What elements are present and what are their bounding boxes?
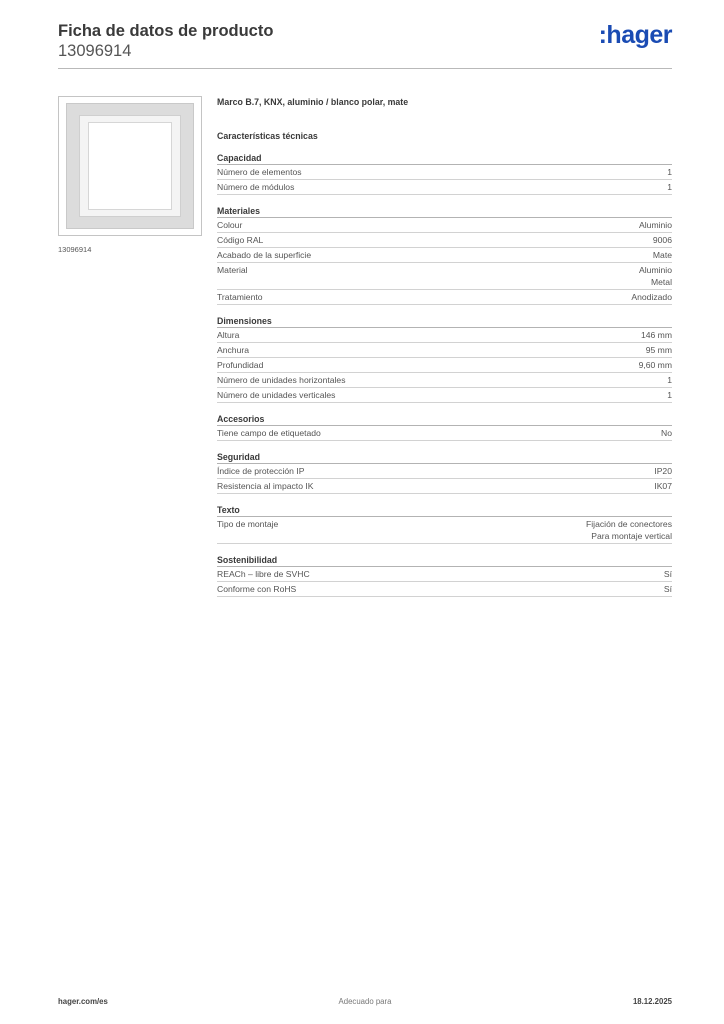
spec-group-title: Seguridad <box>217 451 672 464</box>
frame-inner-shape <box>79 115 181 217</box>
spec-row <box>217 567 672 582</box>
spec-value-line: Aluminio <box>639 220 672 230</box>
spec-label: Tratamiento <box>217 292 263 302</box>
spec-value <box>654 480 672 492</box>
spec-label: Anchura <box>217 345 250 355</box>
spec-value-line: 9006 <box>652 235 672 245</box>
spec-label: Resistencia al impacto IK <box>217 481 314 491</box>
spec-row <box>217 479 672 494</box>
spec-value <box>653 249 672 261</box>
spec-row <box>217 180 672 195</box>
spec-value-line: Aluminio <box>639 265 672 275</box>
spec-group-title: Sostenibilidad <box>217 554 672 567</box>
spec-label: Acabado de la superficie <box>217 250 312 260</box>
spec-value <box>664 568 672 580</box>
spec-row <box>217 373 672 388</box>
spec-value-line: Metal <box>650 277 672 287</box>
spec-group-title: Materiales <box>217 205 672 218</box>
header-divider <box>58 68 672 69</box>
spec-value <box>667 181 672 193</box>
spec-value-line: Mate <box>652 250 672 260</box>
spec-value-line: Sí <box>663 584 672 594</box>
spec-group-title: Texto <box>217 504 672 517</box>
spec-group <box>217 205 672 305</box>
spec-label: Colour <box>217 220 243 230</box>
spec-value-line: 95 mm <box>645 345 672 355</box>
spec-value <box>586 518 672 542</box>
spec-row <box>217 464 672 479</box>
spec-value-line: Anodizado <box>631 292 672 302</box>
page-header <box>58 21 672 61</box>
spec-label: Código RAL <box>217 235 264 245</box>
spec-row <box>217 343 672 358</box>
spec-value <box>667 374 672 386</box>
spec-label: Tipo de montaje <box>217 519 279 529</box>
spec-value-line: IK07 <box>654 481 672 491</box>
spec-group-title: Capacidad <box>217 152 672 165</box>
spec-row <box>217 358 672 373</box>
spec-value <box>639 264 672 288</box>
product-code: 13096914 <box>58 42 132 60</box>
spec-row <box>217 218 672 233</box>
spec-value-line: 1 <box>667 375 672 385</box>
spec-row <box>217 426 672 441</box>
spec-value-line: 9,60 mm <box>638 360 672 370</box>
spec-row <box>217 290 672 305</box>
spec-label: REACh – libre de SVHC <box>217 569 310 579</box>
spec-value-line: Sí <box>663 569 672 579</box>
spec-value <box>653 234 672 246</box>
spec-value-line: IP20 <box>654 466 672 476</box>
spec-value <box>661 427 672 439</box>
spec-group-title: Accesorios <box>217 413 672 426</box>
spec-label: Número de unidades verticales <box>217 390 336 400</box>
spec-groups <box>217 152 672 597</box>
spec-label: Altura <box>217 330 240 340</box>
spec-value-line: 1 <box>667 167 672 177</box>
footer-date: 18.12.2025 <box>632 997 672 1006</box>
spec-group <box>217 504 672 544</box>
spec-value-line: 146 mm <box>640 330 672 340</box>
spec-value <box>631 291 672 303</box>
footer-website-link[interactable]: hager.com/es <box>58 997 108 1006</box>
product-name: Marco B.7, KNX, aluminio / blanco polar, mate <box>217 97 409 107</box>
spec-group <box>217 152 672 195</box>
spec-value <box>639 219 672 231</box>
spec-row <box>217 263 672 290</box>
spec-group-title: Dimensiones <box>217 315 672 328</box>
spec-value <box>664 583 672 595</box>
hager-logo: :hager <box>598 21 672 49</box>
spec-label: Tiene campo de etiquetado <box>217 428 321 438</box>
spec-label: Número de elementos <box>217 167 302 177</box>
spec-value-line: 1 <box>667 390 672 400</box>
footer-center-text: Adecuado para <box>338 997 392 1006</box>
section-heading: Características técnicas <box>217 131 318 141</box>
spec-label: Material <box>217 265 248 275</box>
spec-value-line: No <box>661 428 672 438</box>
spec-value-line: Para montaje vertical <box>591 531 672 541</box>
spec-row <box>217 248 672 263</box>
document-title: Ficha de datos de producto <box>58 22 274 40</box>
spec-group <box>217 554 672 597</box>
spec-row <box>217 328 672 343</box>
spec-value <box>641 329 672 341</box>
spec-row <box>217 582 672 597</box>
spec-value <box>654 465 672 477</box>
spec-group <box>217 315 672 403</box>
spec-group <box>217 413 672 441</box>
frame-window-shape <box>88 122 172 210</box>
spec-value <box>646 344 672 356</box>
spec-label: Índice de protección IP <box>217 466 305 476</box>
spec-value-line: Fijación de conectores <box>586 519 672 529</box>
spec-label: Número de unidades horizontales <box>217 375 346 385</box>
spec-label: Número de módulos <box>217 182 295 192</box>
frame-outer-shape <box>66 103 194 229</box>
spec-group <box>217 451 672 494</box>
product-image <box>58 96 202 236</box>
spec-row <box>217 517 672 544</box>
spec-value-line: 1 <box>667 182 672 192</box>
image-caption: 13096914 <box>58 245 92 254</box>
spec-label: Conforme con RoHS <box>217 584 297 594</box>
spec-row <box>217 233 672 248</box>
spec-value <box>667 389 672 401</box>
spec-row <box>217 388 672 403</box>
spec-value <box>639 359 672 371</box>
spec-row <box>217 165 672 180</box>
spec-label: Profundidad <box>217 360 264 370</box>
spec-content <box>217 96 672 597</box>
spec-value <box>667 166 672 178</box>
